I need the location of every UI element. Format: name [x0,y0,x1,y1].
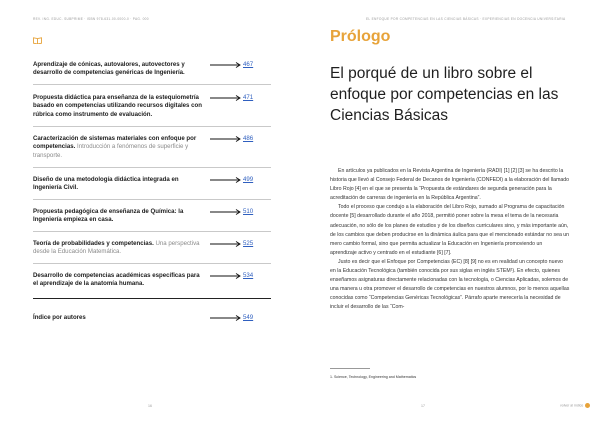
toc-entry-page-link[interactable]: 510 [243,208,254,215]
toc-entry-page-link[interactable]: 471 [243,94,254,101]
back-to-index-label: volver al índice [560,403,584,408]
toc-entry-title: Caracterización de sistemas materiales con enfoque por competencias. [33,135,197,151]
back-to-index-link[interactable] [560,403,590,408]
toc-divider [33,298,271,299]
toc-entry-title: Desarrollo de competencias académicas específicas para el aprendizaje de la anatomía humana. [33,272,200,288]
paragraph: En artículos ya publicados en la Revista Argentina de Ingeniería (RADI) [1] [2] [3] se ha descrito la historia que llevó al Consejo Federal de Decanos de Ingeniería (CONFEDI) a la elaboración del llamado Libro Rojo [4] en el que se presenta la “Propuesta de estándares de segunda generación para la acreditación de carreras de ingeniería en la República Argentina”. [330,168,570,202]
toc-entry-title: Propuesta pedagógica de enseñanza de Química: la Ingeniería empieza en casa. [33,208,184,224]
arrow-right-icon [209,94,242,102]
toc-entry-title: Aprendizaje de cónicas, autovalores, autovectores y desarrollo de competencias genéricas de Ingeniería. [33,61,185,77]
toc-divider [33,84,271,85]
arrow-right-icon [209,135,242,143]
toc-entry-title: Índice por autores [33,314,86,321]
running-header: EL ENFOQUE POR COMPETENCIAS EN LAS CIENCIAS BÁSICAS · EXPERIENCIAS EN DOCENCIA UNIVERSITARIA [366,17,566,21]
toc-divider [33,199,271,200]
toc-divider [33,167,271,168]
toc-entry-title: Diseño de una metodología didáctica integrada en Ingeniería Civil. [33,176,179,192]
toc-entry-page-link[interactable]: 486 [243,135,254,142]
toc-entry-page-link[interactable]: 525 [243,240,254,247]
toc-divider [33,263,271,264]
page-number: 17 [421,404,425,408]
paragraph: Todo el proceso que condujo a la elaboración del Libro Rojo, sumado al Programa de capacitación docente [5] desarrollado durante el año 2018, permitió poner sobre la mesa el tema de la necesaria adecuación, no sólo de los planes de estudios y de los diseños curriculares sino, y más importante aún, de los cambios que deben producirse en la dinámica áulica para que el mencionado estándar no sea un mero cambio formal, sino que permita actualizar la Educación en Ingeniería promoviendo un aprendizaje activo y centrado en el estudiante [6] [7]. [330,204,570,256]
toc-entry-title: Propuesta didáctica para enseñanza de la estequiometría basado en competencias utilizando recursos digitales con rúbrica como instrumento de evaluación. [33,94,202,118]
arrow-right-icon [209,272,242,280]
body-text [330,167,570,313]
toc-entry-page-link[interactable]: 534 [243,272,254,279]
right-page [300,0,600,424]
toc-entry-subtitle: Introducción a fenómenos de superficie y transporte. [33,143,189,159]
paragraph: Justo es decir que el Enfoque por Competencias (EC) [8] [9] no es en realidad un concepto nuevo en la Educación Tecnológica (también conocida por sus siglas en inglés STEM¹). En efecto, quienes enseñamos asignaturas directamente relacionadas con la tecnología, o Ciencias Aplicadas, solemos de una manera u otra promover el desarrollo de competencias en nuestros alumnos, por lo menos aquellas conocidas como “Competencias Genéricas Tecnológicas”. Párrafo aparte merecería la necesidad de incluir el desarrollo de las “Com- [330,258,570,311]
toc-entry-page-link[interactable]: 467 [243,61,254,68]
footnote: 1. Science, Technology, Engineering and Mathematics [330,375,417,379]
arrow-right-icon [209,176,242,184]
page-title: El porqué de un libro sobre el enfoque por competencias en las Ciencias Básicas [330,65,559,124]
toc-divider [33,126,271,127]
running-header: REV. ING. EDUC. SUBPRIME · ISBN 978-631-00-0000-0 · PAG. 000 [33,17,149,21]
footnote-divider [330,368,370,369]
circle-icon [585,403,590,408]
toc-divider [33,231,271,232]
arrow-right-icon [209,240,242,248]
book-icon[interactable] [33,37,42,44]
toc-entry-page-link[interactable]: 549 [243,314,254,321]
arrow-right-icon [209,208,242,216]
arrow-right-icon [209,61,242,69]
section-label: Prólogo [330,28,391,45]
toc-entry-subtitle: Una perspectiva desde la Educación Matemática. [33,240,200,256]
toc-entry-title: Teoría de probabilidades y competencias. [33,240,154,247]
page-number: 16 [148,404,152,408]
toc-entry-page-link[interactable]: 499 [243,176,254,183]
arrow-right-icon [209,314,242,322]
